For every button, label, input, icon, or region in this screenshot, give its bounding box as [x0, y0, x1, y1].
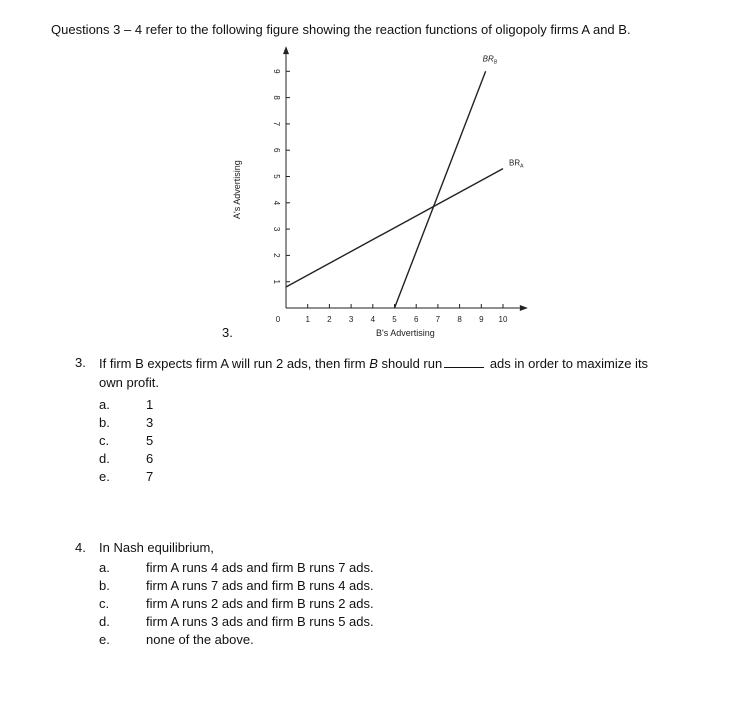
- question-3-text-before: If firm B expects firm A will run 2 ads, then firm: [99, 356, 370, 371]
- series-line-br-b: [395, 71, 486, 308]
- option-text: firm A runs 2 ads and firm B runs 2 ads.: [146, 596, 374, 611]
- option-text: 1: [146, 397, 154, 412]
- x-axis-label: B's Advertising: [375, 328, 435, 338]
- option-text: 3: [146, 415, 154, 430]
- question-4: [75, 540, 475, 560]
- series-label-subscript: B: [493, 59, 498, 66]
- series-line-br-a: [286, 169, 503, 287]
- option-text: firm A runs 3 ads and firm B runs 5 ads.: [146, 614, 374, 629]
- option-letter: c.: [99, 433, 110, 448]
- question-3-text-after: should run: [377, 356, 443, 371]
- series-label-br-b: $BR_B$: [482, 54, 498, 66]
- option-letter: c.: [99, 596, 110, 611]
- series-label-subscript: A: [520, 163, 524, 170]
- option-text: 6: [146, 451, 154, 466]
- y-tick-label: 2: [271, 253, 281, 258]
- option-letter: b.: [99, 415, 110, 430]
- question-4-text: In Nash equilibrium,: [99, 540, 214, 555]
- y-axis-arrow: [283, 46, 289, 54]
- y-tick-label: 4: [271, 200, 281, 206]
- question-3-text-line2: own profit.: [99, 375, 159, 390]
- option-letter: d.: [99, 614, 110, 629]
- option-text: 7: [146, 469, 154, 484]
- option-letter: a.: [99, 397, 110, 412]
- option-letter: b.: [99, 578, 110, 593]
- question-3-number: 3.: [75, 355, 86, 370]
- x-tick-label: 2: [327, 315, 332, 324]
- y-tick-label: 3: [271, 226, 281, 232]
- option-letter: a.: [99, 560, 110, 575]
- x-tick-label: 4: [370, 315, 376, 324]
- option-letter: d.: [99, 451, 110, 466]
- y-tick-label: 7: [271, 121, 281, 127]
- option-letter: e.: [99, 632, 110, 647]
- figure-number: 3.: [222, 325, 233, 340]
- question-4-number: 4.: [75, 540, 86, 555]
- answer-blank: [444, 355, 484, 368]
- x-tick-label: 3: [348, 315, 354, 324]
- question-3-text-em: B: [369, 356, 378, 371]
- intro-text: Questions 3 – 4 refer to the following figure showing the reaction functions of oligopoly firms A and B.: [51, 22, 631, 37]
- origin-label: 0: [275, 315, 281, 324]
- x-tick-label: 10: [498, 315, 508, 324]
- y-axis-label: A's Advertising: [232, 160, 242, 220]
- question-3-text-end: ads in order to maximize its: [489, 356, 649, 371]
- option-text: 5: [146, 433, 154, 448]
- option-letter: e.: [99, 469, 110, 484]
- x-tick-label: 8: [457, 315, 462, 324]
- x-tick-label: 6: [413, 315, 419, 324]
- x-axis-arrow: [520, 305, 528, 311]
- option-text: firm A runs 7 ads and firm B runs 4 ads.: [146, 578, 374, 593]
- y-tick-label: 1: [271, 279, 281, 284]
- x-tick-label: 7: [435, 315, 441, 324]
- y-tick-label: 6: [271, 147, 281, 153]
- y-tick-label: 5: [271, 174, 281, 179]
- y-tick-label: 9: [271, 69, 281, 74]
- x-tick-label: 5: [392, 315, 397, 324]
- question-3: [75, 355, 695, 395]
- y-tick-label: 8: [271, 95, 281, 100]
- option-text: none of the above.: [146, 632, 254, 647]
- option-text: firm A runs 4 ads and firm B runs 7 ads.: [146, 560, 374, 575]
- series-label-br-a: $BR_A$: [509, 158, 524, 170]
- x-tick-label: 9: [479, 315, 484, 324]
- x-tick-label: 1: [305, 315, 310, 324]
